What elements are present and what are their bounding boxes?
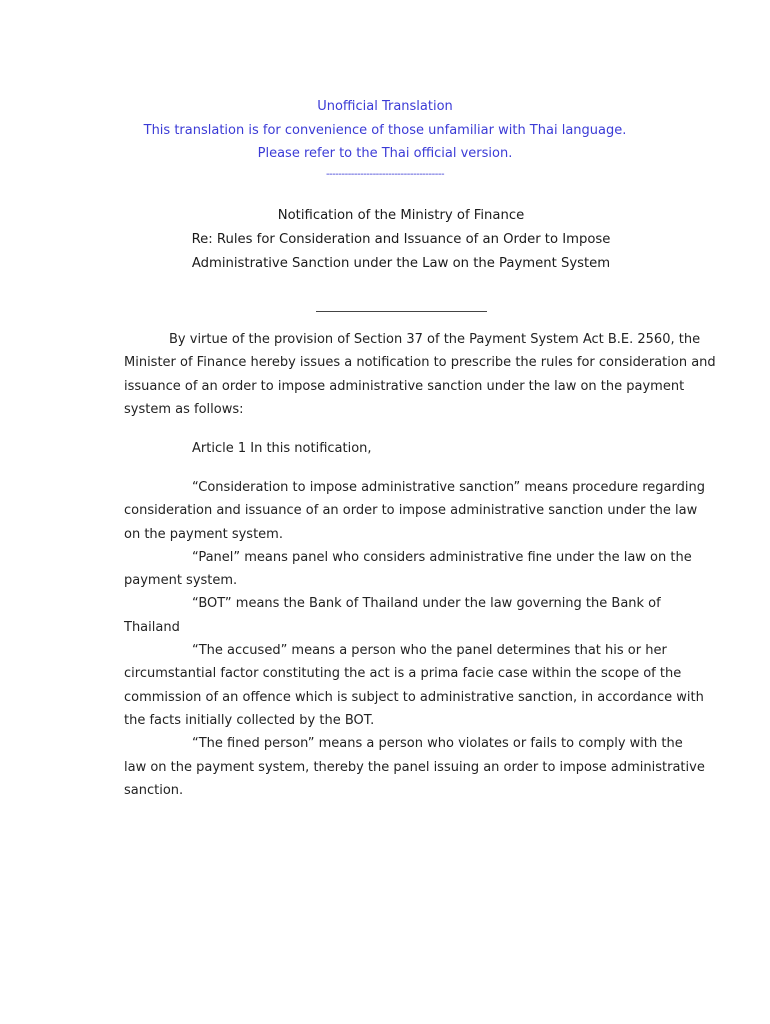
definition-line: “Consideration to impose administrative sanction” means procedure regarding <box>192 480 705 495</box>
title-divider <box>316 311 487 312</box>
definition-line: consideration and issuance of an order to impose administrative sanction under the law <box>124 503 698 519</box>
definition-line: “Panel” means panel who considers administrative fine under the law on the <box>192 549 692 565</box>
definitions-list <box>124 476 705 802</box>
title-line-2: Re: Rules for Consideration and Issuance of an Order to Impose <box>191 232 611 247</box>
intro-paragraph <box>124 328 716 421</box>
definition-fined-person <box>124 732 705 802</box>
definition-bot <box>124 592 674 639</box>
definition-accused <box>124 639 704 732</box>
notice-line-unofficial: Unofficial Translation <box>317 99 453 114</box>
document-title <box>0 204 770 276</box>
article-heading-text: Article 1 In this notification, <box>192 441 372 456</box>
definition-line: on the payment system. <box>124 526 283 542</box>
notice-separator: -------------------------------------- <box>325 168 445 180</box>
definition-line: Thailand <box>124 619 180 635</box>
intro-line: Minister of Finance hereby issues a notification to prescribe the rules for consideration and <box>124 355 716 371</box>
intro-line: system as follows: <box>124 401 244 417</box>
translation-notice <box>0 95 770 184</box>
notice-line-refer: Please refer to the Thai official version. <box>257 146 513 161</box>
definition-line: circumstantial factor constituting the act is a prima facie case within the scope of the <box>124 666 682 682</box>
definition-line: payment system. <box>124 573 238 589</box>
title-line-1: Notification of the Ministry of Finance <box>277 208 525 223</box>
definition-line: “The accused” means a person who the panel determines that his or her <box>192 643 667 659</box>
definition-panel <box>124 546 692 593</box>
definition-line: law on the payment system, thereby the panel issuing an order to impose administrative <box>124 759 705 775</box>
title-line-3: Administrative Sanction under the Law on the Payment System <box>191 256 611 271</box>
definition-line: commission of an offence which is subject to administrative sanction, in accordance with <box>124 689 704 705</box>
definition-line: sanction. <box>124 782 184 798</box>
definition-consideration <box>124 476 705 546</box>
intro-line: issuance of an order to impose administrative sanction under the law on the payment <box>124 378 685 394</box>
notice-line-convenience: This translation is for convenience of those unfamiliar with Thai language. <box>143 122 627 138</box>
article-1-heading <box>124 437 674 460</box>
definition-line: “The fined person” means a person who violates or fails to comply with the <box>192 736 683 752</box>
definition-line: the facts initially collected by the BOT. <box>124 712 375 728</box>
definition-line: “BOT” means the Bank of Thailand under the law governing the Bank of <box>192 596 661 612</box>
intro-line: By virtue of the provision of Section 37 of the Payment System Act B.E. 2560, the <box>169 332 701 347</box>
